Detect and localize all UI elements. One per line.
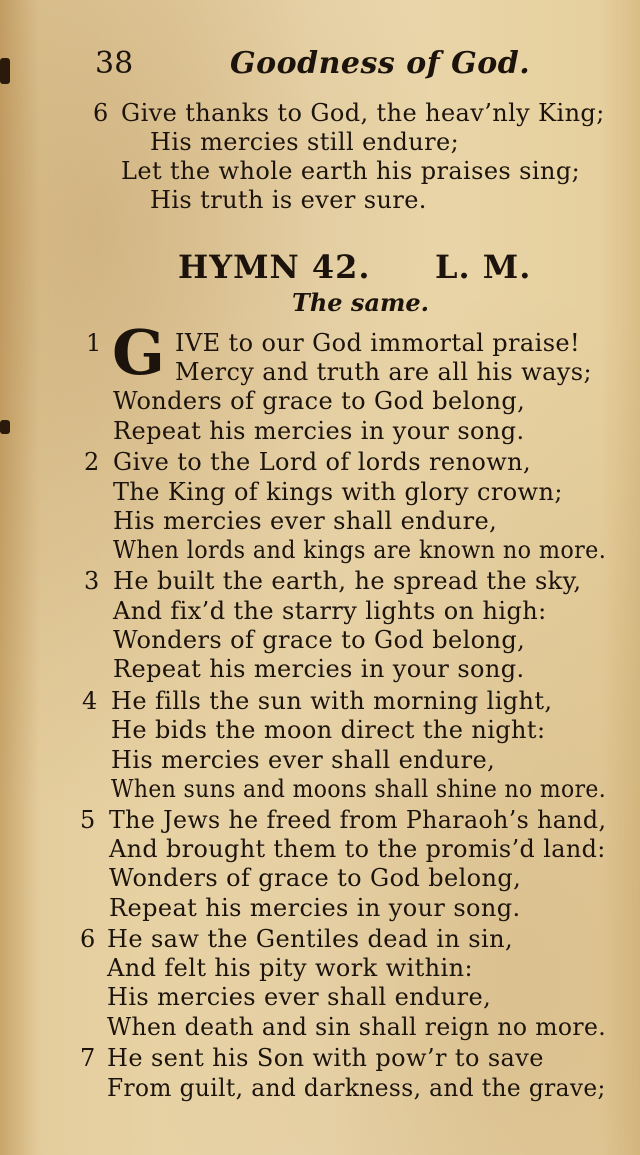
- verse-line: Give thanks to God, the heav’nly King;: [121, 99, 605, 127]
- verse-line: His mercies ever shall endure,: [111, 746, 496, 774]
- hymn-subtitle: The same.: [292, 288, 430, 317]
- verse-line: Wonders of grace to God belong,: [113, 387, 526, 415]
- stanza-number: 5: [80, 806, 96, 834]
- stanza-number: 6: [80, 925, 96, 953]
- hymn-meter: L. M.: [435, 248, 532, 286]
- verse-line: IVE to our God immortal praise!: [175, 329, 581, 357]
- verse-line: His truth is ever sure.: [150, 186, 427, 214]
- verse-line: Repeat his mercies in your song.: [109, 894, 521, 922]
- verse-line: Let the whole earth his praises sing;: [121, 157, 581, 185]
- verse-line: He bids the moon direct the night:: [111, 716, 546, 744]
- verse-line: Wonders of grace to God belong,: [113, 626, 526, 654]
- verse-line: He saw the Gentiles dead in sin,: [107, 925, 513, 953]
- stanza-number: 3: [84, 567, 100, 595]
- verse-line: When suns and moons shall shine no more.: [111, 775, 607, 803]
- verse-line: He fills the sun with morning light,: [111, 687, 553, 715]
- verse-line: When lords and kings are known no more.: [113, 536, 607, 564]
- verse-line: And brought them to the promis’d land:: [109, 835, 606, 863]
- stanza-number: 2: [84, 448, 100, 476]
- stanza-number: 7: [80, 1044, 96, 1072]
- verse-line: From guilt, and darkness, and the grave;: [107, 1074, 606, 1102]
- verse-line: Wonders of grace to God belong,: [109, 864, 522, 892]
- verse-line: The King of kings with glory crown;: [113, 478, 563, 506]
- stanza-number: 4: [82, 687, 98, 715]
- page-number: 38: [95, 46, 134, 81]
- verse-line: His mercies still endure;: [150, 128, 460, 156]
- stanza-number: 1: [86, 329, 102, 357]
- running-title: Goodness of God.: [230, 46, 531, 81]
- verse-line: His mercies ever shall endure,: [107, 983, 492, 1011]
- verse-line: Repeat his mercies in your song.: [113, 655, 525, 683]
- verse-line: And fix’d the starry lights on high:: [113, 597, 547, 625]
- page-header: [0, 42, 640, 90]
- verse-line: He sent his Son with pow’r to save: [107, 1044, 544, 1072]
- verse-line: When death and sin shall reign no more.: [107, 1013, 607, 1041]
- stanza-number: 6: [93, 99, 109, 127]
- hymn-heading: HYMN 42.: [178, 248, 371, 286]
- verse-line: Mercy and truth are all his ways;: [175, 358, 592, 386]
- verse-line: And felt his pity work within:: [107, 954, 473, 982]
- verse-line: Repeat his mercies in your song.: [113, 417, 525, 445]
- verse-line: His mercies ever shall endure,: [113, 507, 498, 535]
- verse-line: The Jews he freed from Pharaoh’s hand,: [109, 806, 607, 834]
- verse-line: Give to the Lord of lords renown,: [113, 448, 532, 476]
- binding-mark: [0, 420, 10, 434]
- drop-cap: G: [112, 316, 165, 389]
- verse-line: He built the earth, he spread the sky,: [113, 567, 582, 595]
